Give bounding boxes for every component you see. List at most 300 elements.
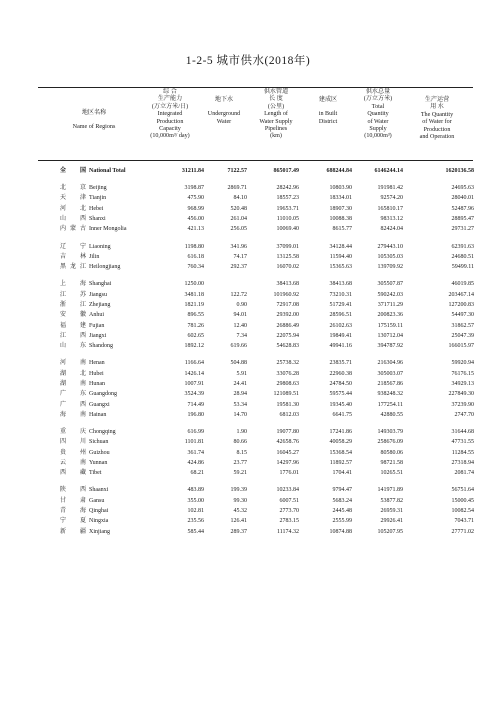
- underground-cell: 12.40: [233, 322, 247, 329]
- built-district-cell: 8615.77: [332, 226, 352, 233]
- capacity-cell: 483.89: [187, 487, 204, 494]
- table-row: [0, 427, 496, 437]
- header-total-qty-en1: Total: [371, 103, 385, 110]
- region-name-zh: 江西: [60, 332, 86, 339]
- region-name-en: Yunnan: [89, 459, 108, 466]
- production-cell: 29731.27: [451, 226, 474, 233]
- region-name-zh: 湖北: [60, 370, 86, 377]
- built-district-cell: 1704.41: [332, 470, 352, 477]
- total-quantity-cell: 80580.06: [380, 449, 403, 456]
- region-name-zh: 江苏: [60, 291, 86, 298]
- capacity-cell: 102.81: [187, 507, 204, 514]
- region-name-zh: 天津: [60, 195, 86, 202]
- region-name-en: Guizhou: [89, 449, 110, 456]
- table-row: [0, 448, 496, 458]
- capacity-cell: 1198.80: [184, 243, 204, 250]
- capacity-cell: 616.99: [187, 428, 204, 435]
- pipeline-cell: 22075.94: [276, 332, 299, 339]
- pipeline-cell: 10069.40: [276, 226, 299, 233]
- capacity-cell: 31211.84: [181, 168, 204, 174]
- region-name-en: Inner Mongolia: [89, 226, 127, 233]
- production-cell: 166015.97: [448, 343, 474, 350]
- region-name-en: Jiangxi: [89, 332, 107, 339]
- production-cell: 54497.30: [451, 312, 474, 319]
- pipeline-cell: 13125.58: [276, 253, 299, 260]
- header-pipeline-en4: (km): [270, 133, 282, 140]
- header-production-zh1: 生产运营: [424, 97, 450, 103]
- region-name-en: Ningxia: [89, 518, 109, 525]
- header-total-qty-en3: of Water: [367, 118, 389, 125]
- underground-cell: 520.48: [230, 205, 247, 212]
- pipeline-cell: 865017.49: [273, 168, 299, 174]
- underground-cell: 84.10: [233, 195, 247, 202]
- header-pipeline-en3: Pipelines: [264, 126, 288, 133]
- total-quantity-cell: 98313.12: [380, 216, 403, 223]
- total-quantity-cell: 105305.03: [377, 253, 403, 260]
- capacity-cell: 3481.18: [184, 291, 204, 298]
- built-district-cell: 2445.48: [332, 507, 352, 514]
- region-name-en: Chongqing: [89, 428, 116, 435]
- underground-cell: 341.96: [230, 243, 247, 250]
- built-district-cell: 18907.30: [329, 205, 352, 212]
- header-production-en3: Production: [423, 126, 451, 133]
- underground-cell: 2869.71: [227, 185, 247, 192]
- total-quantity-cell: 938248.32: [377, 391, 403, 398]
- total-quantity-cell: 130712.04: [377, 332, 403, 339]
- capacity-cell: 968.99: [187, 205, 204, 212]
- pipeline-cell: 38413.68: [276, 281, 299, 288]
- table-top-rule: [38, 87, 473, 88]
- production-cell: 59920.94: [451, 360, 474, 367]
- total-quantity-cell: 279443.10: [377, 243, 403, 250]
- region-name-zh: 山东: [60, 343, 86, 350]
- pipeline-cell: 28242.96: [276, 185, 299, 192]
- header-pipeline-en1: Length of: [264, 111, 288, 118]
- header-built-zh: 建成区: [318, 97, 338, 103]
- pipeline-cell: 18557.23: [276, 195, 299, 202]
- region-name-zh: 湖南: [60, 380, 86, 387]
- pipeline-cell: 33076.28: [276, 370, 299, 377]
- region-name-en: Hubei: [89, 370, 104, 377]
- underground-cell: 504.88: [230, 360, 247, 367]
- page-title: 1-2-5 城市供水(2018年): [185, 55, 311, 67]
- region-name-zh: 新疆: [60, 528, 86, 535]
- table-row: [0, 224, 496, 234]
- region-name-zh: 河北: [60, 205, 86, 212]
- built-district-cell: 51729.41: [329, 301, 352, 308]
- header-pipeline-en2: Water Supply: [259, 118, 293, 125]
- region-name-en: Gansu: [89, 497, 105, 504]
- underground-cell: 74.17: [233, 253, 247, 260]
- pipeline-cell: 25738.32: [276, 360, 299, 367]
- total-quantity-cell: 191981.42: [377, 185, 403, 192]
- production-cell: 127200.83: [448, 301, 474, 308]
- production-cell: 31862.57: [451, 322, 474, 329]
- underground-cell: 99.30: [233, 497, 247, 504]
- built-district-cell: 15365.63: [329, 264, 352, 271]
- region-name-zh: 福建: [60, 322, 86, 329]
- header-total-qty-en5: (10,000m³): [364, 133, 392, 140]
- region-name-en: Sichuan: [89, 439, 109, 446]
- production-cell: 31644.68: [451, 428, 474, 435]
- built-district-cell: 40058.29: [329, 439, 352, 446]
- underground-cell: 5.91: [236, 370, 247, 377]
- built-district-cell: 11892.57: [329, 459, 352, 466]
- total-quantity-cell: 305507.87: [377, 281, 403, 288]
- table-row: [0, 400, 496, 410]
- header-region: [54, 110, 134, 132]
- table-row: [0, 166, 496, 176]
- region-name-en: Shandong: [89, 343, 113, 350]
- pipeline-cell: 19581.30: [276, 401, 299, 408]
- total-quantity-cell: 139709.92: [377, 264, 403, 271]
- header-capacity: [142, 89, 198, 141]
- pipeline-cell: 42658.76: [276, 439, 299, 446]
- underground-cell: 59.21: [233, 470, 247, 477]
- table-row: [0, 183, 496, 193]
- region-name-en: Hebei: [89, 205, 104, 212]
- table-row: [0, 410, 496, 420]
- region-name-en: Qinghai: [89, 507, 109, 514]
- capacity-cell: 760.34: [187, 264, 204, 271]
- underground-cell: 1.90: [236, 428, 247, 435]
- capacity-cell: 616.18: [187, 253, 204, 260]
- region-name-en: Guangdong: [89, 391, 117, 398]
- header-underground-en1: Underground: [207, 111, 241, 118]
- region-name-en: National Total: [89, 168, 126, 174]
- production-cell: 76176.15: [451, 370, 474, 377]
- pipeline-cell: 29808.63: [276, 380, 299, 387]
- underground-cell: 619.66: [230, 343, 247, 350]
- region-name-en: Henan: [89, 360, 105, 367]
- header-capacity-en1: Integrated: [157, 111, 183, 118]
- region-name-en: Shanghai: [89, 281, 112, 288]
- region-name-zh: 贵州: [60, 449, 86, 456]
- header-region-en: Name of Regions: [72, 124, 116, 131]
- table-row: [0, 485, 496, 495]
- underground-cell: 45.32: [233, 507, 247, 514]
- capacity-cell: 421.13: [187, 226, 204, 233]
- built-district-cell: 19345.40: [329, 401, 352, 408]
- header-total-qty-zh1: 供水总量: [365, 89, 391, 95]
- built-district-cell: 59575.44: [329, 391, 352, 398]
- capacity-cell: 1821.19: [184, 301, 204, 308]
- table-row: [0, 242, 496, 252]
- pipeline-cell: 6007.51: [279, 497, 299, 504]
- region-name-zh: 安徽: [60, 312, 86, 319]
- total-quantity-cell: 10265.51: [380, 470, 403, 477]
- built-district-cell: 10874.88: [329, 528, 352, 535]
- pipeline-cell: 26886.49: [276, 322, 299, 329]
- header-total-qty-zh2: (万立方米): [363, 96, 393, 103]
- region-name-en: Tibet: [89, 470, 102, 477]
- region-name-en: Fujian: [89, 322, 105, 329]
- region-name-en: Beijing: [89, 185, 107, 192]
- table-row: [0, 516, 496, 526]
- region-name-zh: 西藏: [60, 470, 86, 477]
- pipeline-cell: 16070.02: [276, 264, 299, 271]
- table-row: [0, 331, 496, 341]
- underground-cell: 122.72: [230, 291, 247, 298]
- total-quantity-cell: 371711.29: [377, 301, 403, 308]
- capacity-cell: 781.26: [187, 322, 204, 329]
- production-cell: 27771.02: [451, 528, 474, 535]
- total-quantity-cell: 53877.82: [380, 497, 403, 504]
- capacity-cell: 361.74: [187, 449, 204, 456]
- production-cell: 227849.30: [448, 391, 474, 398]
- region-name-en: Xinjiang: [89, 528, 110, 535]
- region-name-zh: 浙江: [60, 301, 86, 308]
- region-name-zh: 山西: [60, 216, 86, 223]
- header-bottom-rule: [38, 160, 473, 161]
- underground-cell: 14.70: [233, 411, 247, 418]
- underground-cell: 7.34: [236, 332, 247, 339]
- total-quantity-cell: 98721.58: [380, 459, 403, 466]
- pipeline-cell: 10233.84: [276, 487, 299, 494]
- built-district-cell: 10803.90: [329, 185, 352, 192]
- underground-cell: 53.34: [233, 401, 247, 408]
- capacity-cell: 1250.00: [184, 281, 204, 288]
- table-row: [0, 468, 496, 478]
- total-quantity-cell: 394787.92: [377, 343, 403, 350]
- pipeline-cell: 101960.92: [273, 291, 299, 298]
- built-district-cell: 17241.86: [329, 428, 352, 435]
- underground-cell: 8.15: [236, 449, 247, 456]
- total-quantity-cell: 82424.04: [380, 226, 403, 233]
- capacity-cell: 456.00: [187, 216, 204, 223]
- header-built-en2: District: [318, 118, 338, 125]
- total-quantity-cell: 216304.96: [377, 360, 403, 367]
- built-district-cell: 15368.54: [329, 449, 352, 456]
- table-row: [0, 496, 496, 506]
- table-row: [0, 506, 496, 516]
- header-production-en1: The Quantity: [420, 111, 454, 118]
- capacity-cell: 68.21: [190, 470, 204, 477]
- total-quantity-cell: 218567.86: [377, 380, 403, 387]
- table-row: [0, 300, 496, 310]
- region-name-zh: 广西: [60, 401, 86, 408]
- production-cell: 34929.13: [451, 380, 474, 387]
- built-district-cell: 11594.40: [329, 253, 352, 260]
- region-name-en: Jilin: [89, 253, 100, 260]
- region-name-en: Shaanxi: [89, 487, 109, 494]
- capacity-cell: 1007.91: [184, 380, 204, 387]
- region-name-zh: 云南: [60, 459, 86, 466]
- total-quantity-cell: 92574.20: [380, 195, 403, 202]
- header-underground-en2: Water: [216, 118, 232, 125]
- header-total-qty: [352, 89, 404, 141]
- region-name-zh: 吉林: [60, 253, 86, 260]
- total-quantity-cell: 590242.03: [377, 291, 403, 298]
- region-name-zh: 四川: [60, 439, 86, 446]
- built-district-cell: 34128.44: [329, 243, 352, 250]
- header-capacity-en2: Production: [156, 118, 184, 125]
- production-cell: 47731.55: [451, 439, 474, 446]
- pipeline-cell: 19653.71: [276, 205, 299, 212]
- table-row: [0, 290, 496, 300]
- header-underground: [199, 97, 249, 126]
- region-name-zh: 广东: [60, 391, 86, 398]
- underground-cell: 256.05: [230, 226, 247, 233]
- data-rows: [0, 166, 496, 537]
- built-district-cell: 9794.47: [332, 487, 352, 494]
- production-cell: 11284.55: [451, 449, 474, 456]
- header-underground-zh: 地下水: [214, 97, 234, 103]
- production-cell: 46019.85: [451, 281, 474, 288]
- table-row: [0, 252, 496, 262]
- region-name-zh: 海南: [60, 411, 86, 418]
- region-name-en: Zhejiang: [89, 301, 111, 308]
- total-quantity-cell: 105207.95: [377, 528, 403, 535]
- capacity-cell: 3524.39: [184, 391, 204, 398]
- region-name-zh: 甘肃: [60, 497, 86, 504]
- capacity-cell: 424.86: [187, 459, 204, 466]
- total-quantity-cell: 6146244.14: [374, 168, 403, 174]
- production-cell: 2081.74: [454, 470, 474, 477]
- capacity-cell: 896.55: [187, 312, 204, 319]
- region-name-en: Shanxi: [89, 216, 106, 223]
- underground-cell: 289.37: [230, 528, 247, 535]
- region-name-zh: 北京: [60, 185, 86, 192]
- pipeline-cell: 16045.27: [276, 449, 299, 456]
- built-district-cell: 38413.68: [329, 281, 352, 288]
- header-capacity-zh2: 生产能力: [157, 96, 183, 103]
- production-cell: 28040.01: [451, 195, 474, 202]
- total-quantity-cell: 175159.11: [377, 322, 403, 329]
- capacity-cell: 196.80: [187, 411, 204, 418]
- pipeline-cell: 37099.01: [276, 243, 299, 250]
- table-row: [0, 262, 496, 272]
- pipeline-cell: 6812.03: [279, 411, 299, 418]
- built-district-cell: 28596.51: [329, 312, 352, 319]
- table-row: [0, 310, 496, 320]
- header-production: [404, 97, 470, 141]
- region-name-zh: 上海: [60, 281, 86, 288]
- region-name-en: Jiangsu: [89, 291, 107, 298]
- header-pipeline-zh1: 供水管道: [263, 89, 289, 95]
- header-capacity-en4: (10,000m³/ day): [150, 133, 190, 140]
- built-district-cell: 2555.99: [332, 518, 352, 525]
- total-quantity-cell: 42880.55: [380, 411, 403, 418]
- region-name-en: Tianjin: [89, 195, 107, 202]
- underground-cell: 7122.57: [227, 168, 247, 174]
- total-quantity-cell: 29926.41: [380, 518, 403, 525]
- header-region-zh: 地区名称: [81, 110, 107, 116]
- table-row: [0, 389, 496, 399]
- production-cell: 2747.70: [454, 411, 474, 418]
- production-cell: 59499.11: [451, 264, 474, 271]
- region-name-en: Anhui: [89, 312, 104, 319]
- table-row: [0, 369, 496, 379]
- built-district-cell: 49941.16: [329, 343, 352, 350]
- total-quantity-cell: 177254.11: [377, 401, 403, 408]
- built-district-cell: 22960.38: [329, 370, 352, 377]
- production-cell: 52487.96: [451, 205, 474, 212]
- production-cell: 28895.47: [451, 216, 474, 223]
- table-row: [0, 458, 496, 468]
- built-district-cell: 688244.84: [326, 168, 352, 174]
- built-district-cell: 23835.71: [329, 360, 352, 367]
- header-pipeline-zh2: 长 度: [269, 96, 283, 103]
- production-cell: 15000.45: [451, 497, 474, 504]
- table-row: [0, 341, 496, 351]
- production-cell: 27318.94: [451, 459, 474, 466]
- region-name-zh: 重庆: [60, 428, 86, 435]
- underground-cell: 24.41: [233, 380, 247, 387]
- total-quantity-cell: 149303.79: [377, 428, 403, 435]
- production-cell: 7043.71: [454, 518, 474, 525]
- header-capacity-en3: Capacity: [159, 126, 181, 133]
- capacity-cell: 1426.14: [184, 370, 204, 377]
- built-district-cell: 19849.41: [329, 332, 352, 339]
- table-row: [0, 527, 496, 537]
- region-name-en: Heilongjiang: [89, 264, 121, 271]
- total-quantity-cell: 258676.09: [377, 439, 403, 446]
- header-total-qty-en2: Quantity: [367, 111, 389, 118]
- pipeline-cell: 2773.70: [279, 507, 299, 514]
- table-row: [0, 204, 496, 214]
- header-pipeline-zh3: (公里): [267, 103, 285, 110]
- pipeline-cell: 72917.08: [276, 301, 299, 308]
- pipeline-cell: 1776.01: [279, 470, 299, 477]
- capacity-cell: 602.65: [187, 332, 204, 339]
- pipeline-cell: 19077.80: [276, 428, 299, 435]
- total-quantity-cell: 200823.36: [377, 312, 403, 319]
- table-row: [0, 214, 496, 224]
- built-district-cell: 24784.50: [329, 380, 352, 387]
- pipeline-cell: 14297.96: [276, 459, 299, 466]
- region-name-zh: 青海: [60, 507, 86, 514]
- capacity-cell: 1892.12: [184, 343, 204, 350]
- built-district-cell: 73210.31: [329, 291, 352, 298]
- table-row: [0, 379, 496, 389]
- production-cell: 37239.90: [451, 401, 474, 408]
- capacity-cell: 714.49: [187, 401, 204, 408]
- production-cell: 62391.63: [451, 243, 474, 250]
- production-cell: 24695.63: [451, 185, 474, 192]
- pipeline-cell: 11010.05: [276, 216, 299, 223]
- pipeline-cell: 11174.32: [276, 528, 299, 535]
- region-name-en: Hunan: [89, 380, 105, 387]
- pipeline-cell: 29392.00: [276, 312, 299, 319]
- built-district-cell: 26102.63: [329, 322, 352, 329]
- header-production-en2: of Water for: [422, 119, 452, 126]
- table-row: [0, 193, 496, 203]
- region-name-zh: 黑龙江: [60, 264, 86, 271]
- underground-cell: 0.90: [236, 301, 247, 308]
- header-built: [303, 97, 353, 126]
- total-quantity-cell: 165810.17: [377, 205, 403, 212]
- header-production-en4: and Operation: [419, 134, 455, 141]
- region-name-en: Hainan: [89, 411, 107, 418]
- pipeline-cell: 2783.15: [279, 518, 299, 525]
- table-row: [0, 279, 496, 289]
- pipeline-cell: 121089.51: [273, 391, 299, 398]
- header-capacity-zh1: 综 合: [163, 89, 177, 95]
- header-built-en1: in Built: [318, 111, 338, 118]
- header-capacity-zh3: (万立方米/日): [151, 103, 189, 110]
- underground-cell: 23.77: [233, 459, 247, 466]
- underground-cell: 261.04: [230, 216, 247, 223]
- underground-cell: 80.66: [233, 439, 247, 446]
- header-pipeline: [250, 89, 302, 141]
- underground-cell: 94.01: [233, 312, 247, 319]
- production-cell: 1620136.58: [445, 168, 474, 174]
- total-quantity-cell: 141971.89: [377, 487, 403, 494]
- region-name-zh: 陕西: [60, 487, 86, 494]
- total-quantity-cell: 26959.31: [380, 507, 403, 514]
- underground-cell: 292.37: [230, 264, 247, 271]
